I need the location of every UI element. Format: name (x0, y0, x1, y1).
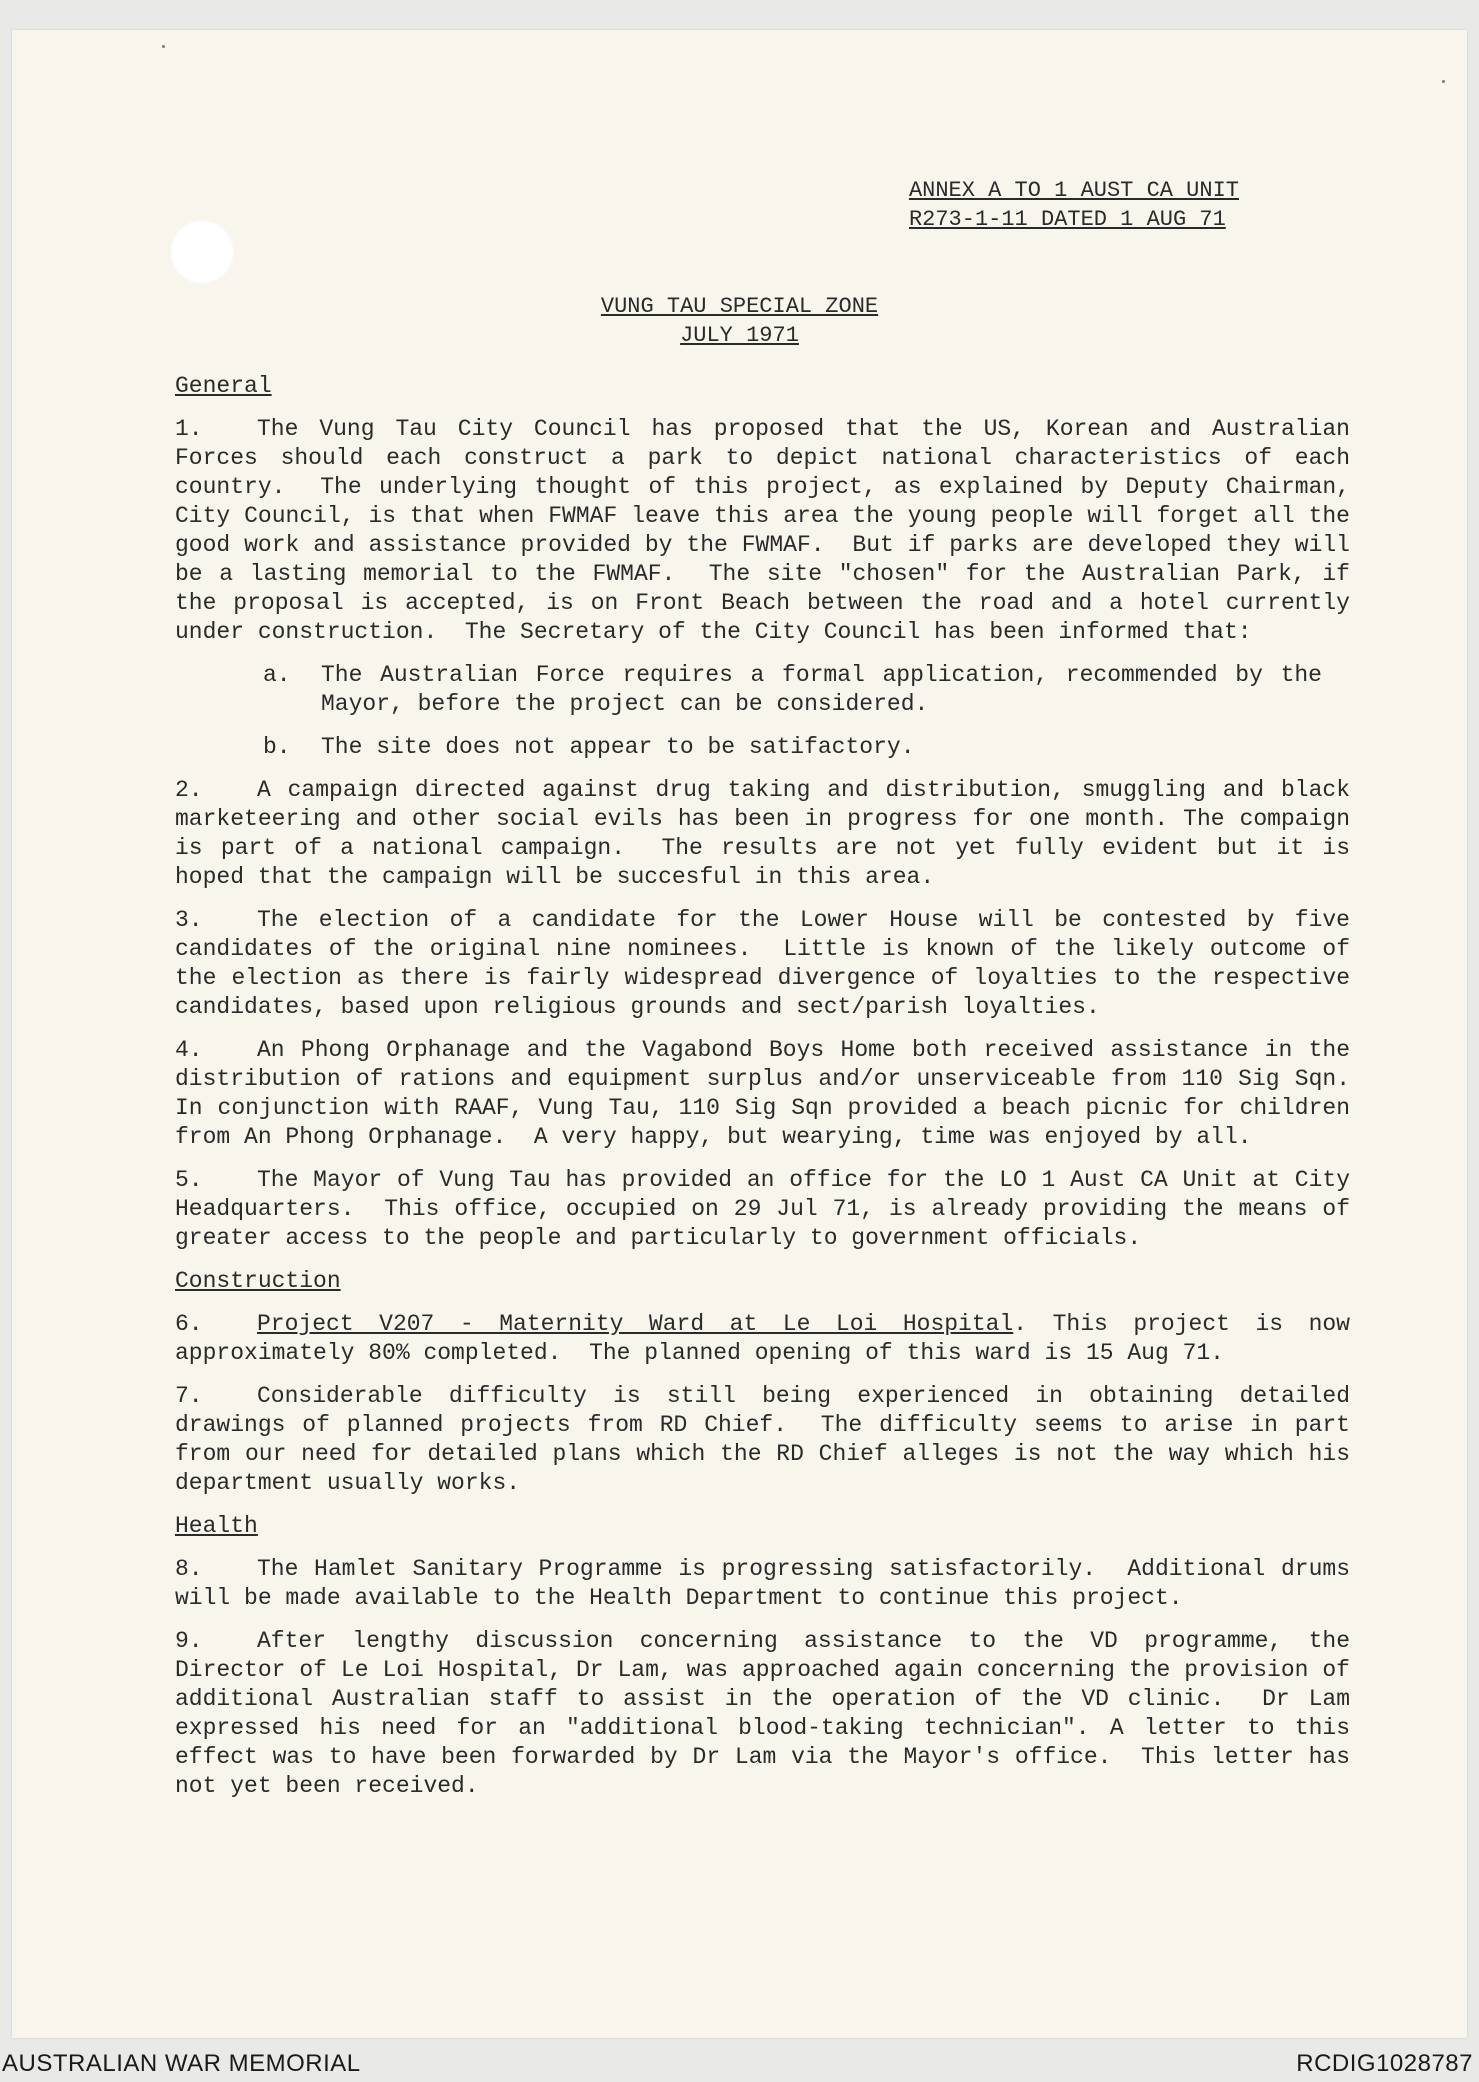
section-heading-construction: Construction (175, 1268, 341, 1294)
footer-source: AUSTRALIAN WAR MEMORIAL (2, 2050, 361, 2077)
paragraph-number: 9. (175, 1628, 203, 1654)
project-title: Project V207 - Maternity Ward at Le Loi Hospital (257, 1311, 1014, 1337)
paragraph-9 (175, 1627, 1364, 1801)
subparagraph-letter: a. (263, 662, 291, 688)
paragraph-text: The election of a candidate for the Lower House will be contested by five candidates of the original nine nominees. Little is known of the likely outcome of the election as there is fairly widespread divergence of loyalties to the respective candidates, based upon religious grounds and sect/parish loyalties. (175, 907, 1364, 1020)
annex-line-1: ANNEX A TO 1 AUST CA UNIT (908, 178, 1239, 203)
section-heading-health: Health (175, 1513, 258, 1539)
subparagraph-text: The Australian Force requires a formal application, recommended by the Mayor, before the project can be considered. (321, 662, 1322, 717)
paragraph-text: . This project is now approximately 80% completed. The planned opening of this ward is 15 Aug 71. (175, 1311, 1364, 1366)
title-line-2: JULY 1971 (680, 323, 799, 348)
annex-line-2: R273-1-11 DATED 1 AUG 71 (908, 207, 1226, 232)
subparagraph-b (263, 733, 1322, 762)
subparagraph-text: The site does not appear to be satifactory. (321, 734, 915, 760)
subparagraph-letter: b. (263, 734, 291, 760)
paragraph-1 (175, 415, 1364, 647)
paragraph-number: 7. (175, 1383, 203, 1409)
paragraph-text: Considerable difficulty is still being experienced in obtaining detailed drawings of planned projects from RD Chief. The difficulty seems to arise in part from our need for detailed plans which the RD Chief alleges is not the way which his department usually works. (175, 1383, 1364, 1496)
paragraph-text: The Mayor of Vung Tau has provided an office for the LO 1 Aust CA Unit at City Headquarters. This office, occupied on 29 Jul 71, is already providing the means of greater access to the people and particularly to government officials. (175, 1167, 1364, 1251)
paragraph-7 (175, 1382, 1364, 1498)
paragraph-8 (175, 1555, 1364, 1613)
section-heading-general: General (175, 373, 272, 399)
paragraph-text: After lengthy discussion concerning assistance to the VD programme, the Director of Le Loi Hospital, Dr Lam, was approached again concerning the provision of additional Australian staff to assist in the operation of the VD clinic. Dr Lam expressed his need for an "additional blood-taking technician". A letter to this effect was to have been forwarded by Dr Lam via the Mayor's office. This letter has not yet been received. (175, 1628, 1364, 1799)
paragraph-6 (175, 1310, 1364, 1368)
paragraph-3 (175, 906, 1364, 1022)
paragraph-text: A campaign directed against drug taking and distribution, smuggling and black marketeering and other social evils has been in progress for one month. The compaign is part of a national campaign. The results are not yet fully evident but it is hoped that the campaign will be succesful in this area. (175, 777, 1364, 890)
document-body (165, 372, 1378, 1815)
annex-reference (909, 176, 1239, 234)
paragraph-5 (175, 1166, 1364, 1253)
document-page (12, 30, 1467, 2038)
paragraph-4 (175, 1036, 1378, 1152)
paragraph-number: 4. (175, 1037, 203, 1063)
paper-speck (162, 45, 165, 48)
paragraph-number: 3. (175, 907, 203, 933)
paragraph-2 (175, 776, 1364, 892)
paragraph-text: An Phong Orphanage and the Vagabond Boys Home both received assistance in the distribution of rations and equipment surplus and/or unserviceable from 110 Sig Sqn. In conjunction with RAAF, Vung Tau, 110 Sig Sqn provided a beach picnic for children from An Phong Orphanage. A very happy, but wearying, time was enjoyed by all. (175, 1037, 1378, 1150)
paragraph-text: The Vung Tau City Council has proposed that the US, Korean and Australian Forces should each construct a park to depict national characteristics of each country. The underlying thought of this project, as explained by Deputy Chairman, City Council, is that when FWMAF leave this area the young people will forget all the good work and assistance provided by the FWMAF. But if parks are developed they will be a lasting memorial to the FWMAF. The site "chosen" for the Australian Park, if the proposal is accepted, is on Front Beach between the road and a hotel currently under construction. The Secretary of the City Council has been informed that: (175, 416, 1364, 645)
punch-hole (170, 220, 234, 284)
paragraph-number: 8. (175, 1556, 203, 1582)
paragraph-number: 1. (175, 416, 203, 442)
paragraph-number: 5. (175, 1167, 203, 1193)
paragraph-text: The Hamlet Sanitary Programme is progressing satisfactorily. Additional drums will be made available to the Health Department to continue this project. (175, 1556, 1364, 1611)
footer-record-id: RCDIG1028787 (1296, 2050, 1473, 2077)
paragraph-number: 6. (175, 1311, 203, 1337)
paper-speck (1442, 80, 1445, 83)
title-line-1: VUNG TAU SPECIAL ZONE (600, 294, 879, 319)
archive-footer (0, 2046, 1479, 2080)
paragraph-number: 2. (175, 777, 203, 803)
document-title (12, 292, 1467, 350)
subparagraph-a (263, 661, 1322, 719)
